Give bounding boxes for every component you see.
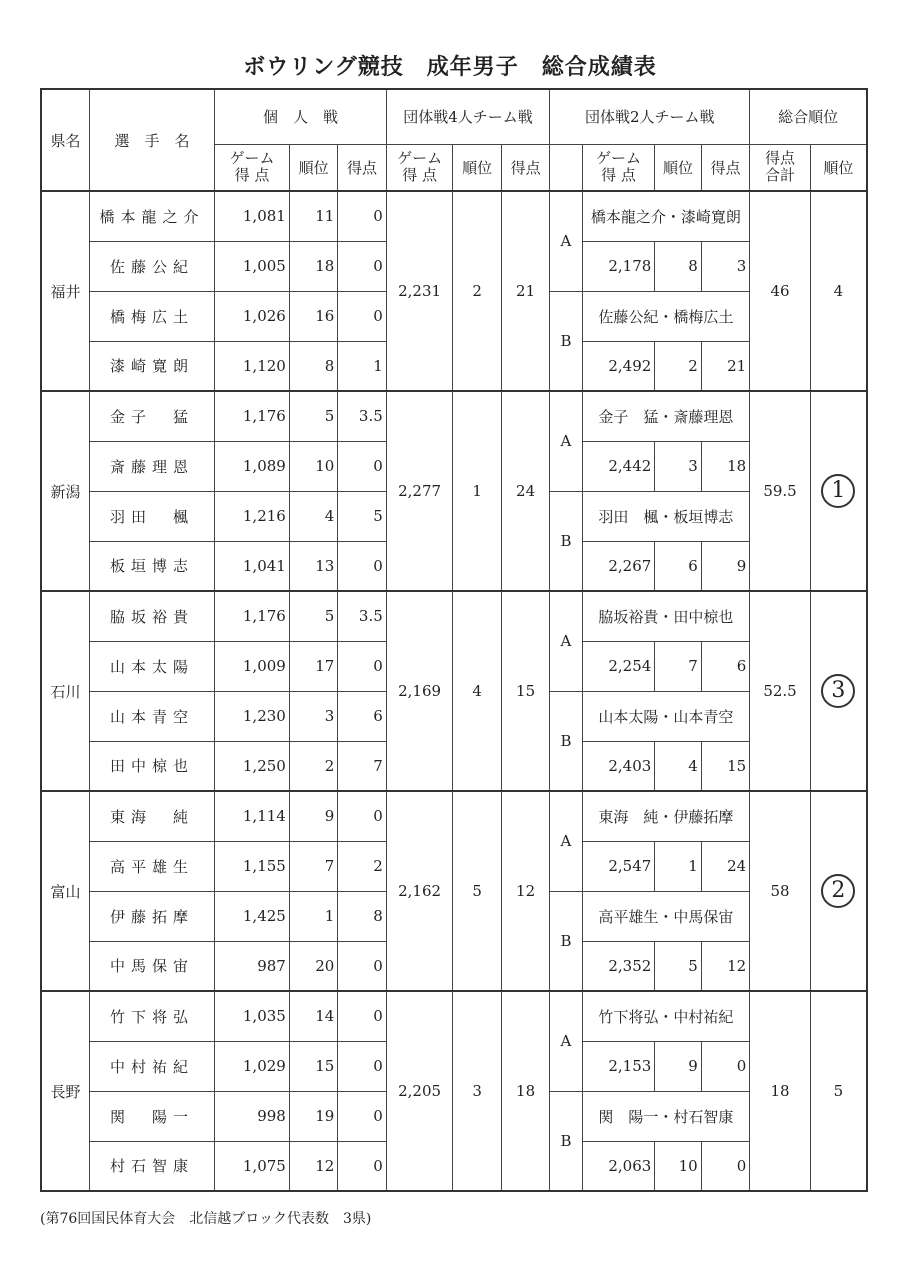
team2-pair-names: 金子 猛・斎藤理恩 (582, 391, 750, 441)
team2-label: A (550, 991, 582, 1091)
header-t2-label (550, 144, 582, 191)
total-points: 18 (750, 991, 811, 1191)
table-row (41, 191, 867, 216)
individual-game-score: 1,089 (215, 441, 290, 491)
team4-points: 12 (501, 791, 549, 991)
individual-rank: 10 (289, 441, 337, 491)
team2-game-score: 2,352 (582, 941, 655, 991)
team2-points: 15 (701, 741, 750, 791)
team2-points: 6 (701, 641, 750, 691)
team2-label: A (550, 791, 582, 891)
team4-rank: 3 (453, 991, 501, 1191)
header-ind-points: 得点 (338, 144, 386, 191)
individual-game-score: 1,081 (215, 191, 290, 241)
individual-points: 1 (338, 341, 386, 391)
team2-pair-names: 羽田 楓・板垣博志 (582, 491, 750, 541)
team2-game-score: 2,492 (582, 341, 655, 391)
player-name: 高平雄生 (89, 841, 214, 891)
individual-game-score: 1,176 (215, 591, 290, 641)
team2-rank: 9 (655, 1041, 701, 1091)
individual-game-score: 1,425 (215, 891, 290, 941)
team2-game-score: 2,403 (582, 741, 655, 791)
prefecture-name: 富山 (41, 791, 89, 991)
individual-game-score: 1,216 (215, 491, 290, 541)
individual-points: 0 (338, 291, 386, 341)
individual-points: 3.5 (338, 391, 386, 441)
player-name: 中村祐紀 (89, 1041, 214, 1091)
individual-rank: 14 (289, 991, 337, 1041)
individual-game-score: 1,250 (215, 741, 290, 791)
individual-game-score: 1,120 (215, 341, 290, 391)
team4-game-score: 2,169 (386, 591, 453, 791)
team2-rank: 10 (655, 1141, 701, 1191)
header-overall: 総合順位 (750, 89, 867, 144)
team2-points: 9 (701, 541, 750, 591)
player-name: 佐藤公紀 (89, 241, 214, 291)
team2-pair-names: 山本太陽・山本青空 (582, 691, 750, 741)
individual-points: 0 (338, 1091, 386, 1141)
player-name: 山本青空 (89, 691, 214, 741)
individual-rank: 5 (289, 591, 337, 641)
individual-rank: 1 (289, 891, 337, 941)
team2-label: B (550, 491, 582, 591)
team2-pair-names: 脇坂裕貴・田中椋也 (582, 591, 750, 641)
team2-label: A (550, 591, 582, 691)
individual-game-score: 1,075 (215, 1141, 290, 1191)
prefecture-group (41, 991, 867, 1191)
header-t2-game-score: ゲーム 得 点 (582, 144, 655, 191)
individual-points: 0 (338, 1141, 386, 1191)
team2-points: 18 (701, 441, 750, 491)
header-player: 選 手 名 (89, 89, 214, 191)
team2-label: B (550, 891, 582, 991)
header-ind-rank: 順位 (289, 144, 337, 191)
player-name: 伊藤拓摩 (89, 891, 214, 941)
individual-game-score: 1,230 (215, 691, 290, 741)
team2-game-score: 2,153 (582, 1041, 655, 1091)
individual-rank: 8 (289, 341, 337, 391)
table-row (41, 791, 867, 816)
individual-points: 0 (338, 1041, 386, 1091)
player-name: 板垣博志 (89, 541, 214, 591)
individual-rank: 15 (289, 1041, 337, 1091)
team2-game-score: 2,267 (582, 541, 655, 591)
team4-game-score: 2,277 (386, 391, 453, 591)
individual-points: 7 (338, 741, 386, 791)
team2-points: 3 (701, 241, 750, 291)
individual-game-score: 1,114 (215, 791, 290, 841)
overall-rank (810, 591, 867, 791)
header-individual: 個 人 戦 (215, 89, 387, 144)
individual-points: 2 (338, 841, 386, 891)
prefecture-group (41, 391, 867, 591)
team2-points: 24 (701, 841, 750, 891)
total-points: 59.5 (750, 391, 811, 591)
team2-rank: 2 (655, 341, 701, 391)
team2-game-score: 2,442 (582, 441, 655, 491)
overall-rank (810, 191, 867, 391)
individual-rank: 4 (289, 491, 337, 541)
team4-rank: 1 (453, 391, 501, 591)
prefecture-name: 新潟 (41, 391, 89, 591)
overall-rank (810, 991, 867, 1191)
individual-game-score: 1,029 (215, 1041, 290, 1091)
team2-rank: 3 (655, 441, 701, 491)
overall-rank (810, 391, 867, 591)
team2-pair-names: 関 陽一・村石智康 (582, 1091, 750, 1141)
total-points: 52.5 (750, 591, 811, 791)
player-name: 脇坂裕貴 (89, 591, 214, 641)
page-title: ボウリング競技 成年男子 総合成績表 (243, 55, 657, 80)
footer-note: (第76回国民体育大会 北信越ブロック代表数 3県) (40, 1211, 372, 1227)
team2-points: 12 (701, 941, 750, 991)
player-name: 村石智康 (89, 1141, 214, 1191)
header-t4-game-score: ゲーム 得 点 (386, 144, 453, 191)
prefecture-group (41, 191, 867, 391)
player-name: 漆崎寛朗 (89, 341, 214, 391)
team2-points: 21 (701, 341, 750, 391)
individual-points: 0 (338, 791, 386, 841)
circled-rank: 1 (821, 474, 855, 508)
individual-rank: 16 (289, 291, 337, 341)
team4-game-score: 2,231 (386, 191, 453, 391)
individual-rank: 2 (289, 741, 337, 791)
individual-rank: 19 (289, 1091, 337, 1141)
prefecture-name: 石川 (41, 591, 89, 791)
individual-rank: 5 (289, 391, 337, 441)
individual-game-score: 1,155 (215, 841, 290, 891)
header-total: 得点 合計 (750, 144, 811, 191)
individual-game-score: 998 (215, 1091, 290, 1141)
header-overall-rank: 順位 (810, 144, 867, 191)
team4-game-score: 2,205 (386, 991, 453, 1191)
team2-label: A (550, 391, 582, 491)
individual-game-score: 1,035 (215, 991, 290, 1041)
individual-game-score: 1,041 (215, 541, 290, 591)
team2-pair-names: 高平雄生・中馬保宙 (582, 891, 750, 941)
header-t4-points: 得点 (501, 144, 549, 191)
team4-points: 21 (501, 191, 549, 391)
individual-points: 8 (338, 891, 386, 941)
individual-game-score: 987 (215, 941, 290, 991)
total-points: 46 (750, 191, 811, 391)
individual-rank: 18 (289, 241, 337, 291)
player-name: 羽田 楓 (89, 491, 214, 541)
player-name: 斎藤理恩 (89, 441, 214, 491)
team2-rank: 7 (655, 641, 701, 691)
header-t2-rank: 順位 (655, 144, 701, 191)
team4-rank: 4 (453, 591, 501, 791)
individual-game-score: 1,176 (215, 391, 290, 441)
team4-rank: 2 (453, 191, 501, 391)
team2-game-score: 2,547 (582, 841, 655, 891)
team2-rank: 6 (655, 541, 701, 591)
individual-game-score: 1,009 (215, 641, 290, 691)
individual-game-score: 1,005 (215, 241, 290, 291)
header-team2: 団体戦2人チーム戦 (550, 89, 750, 144)
individual-rank: 3 (289, 691, 337, 741)
individual-rank: 20 (289, 941, 337, 991)
team2-rank: 4 (655, 741, 701, 791)
individual-points: 5 (338, 491, 386, 541)
team2-rank: 5 (655, 941, 701, 991)
team2-label: A (550, 191, 582, 291)
prefecture-name: 福井 (41, 191, 89, 391)
team2-label: B (550, 691, 582, 791)
team2-pair-names: 橋本龍之介・漆崎寛朗 (582, 191, 750, 241)
player-name: 金子 猛 (89, 391, 214, 441)
individual-rank: 17 (289, 641, 337, 691)
individual-rank: 11 (289, 191, 337, 241)
circled-rank: 3 (821, 674, 855, 708)
table-row (41, 391, 867, 416)
individual-rank: 13 (289, 541, 337, 591)
results-table (40, 88, 868, 1192)
individual-points: 0 (338, 541, 386, 591)
team2-points: 0 (701, 1141, 750, 1191)
team4-points: 24 (501, 391, 549, 591)
prefecture-group (41, 591, 867, 791)
total-points: 58 (750, 791, 811, 991)
circled-rank: 2 (821, 874, 855, 908)
header-ind-game-score: ゲーム 得 点 (215, 144, 290, 191)
player-name: 中馬保宙 (89, 941, 214, 991)
team4-game-score: 2,162 (386, 791, 453, 991)
team2-pair-names: 東海 純・伊藤拓摩 (582, 791, 750, 841)
player-name: 橋本龍之介 (89, 191, 214, 241)
team2-pair-names: 竹下将弘・中村祐紀 (582, 991, 750, 1041)
header-team4: 団体戦4人チーム戦 (386, 89, 550, 144)
team2-pair-names: 佐藤公紀・橋梅広土 (582, 291, 750, 341)
team2-points: 0 (701, 1041, 750, 1091)
player-name: 関 陽一 (89, 1091, 214, 1141)
team2-label: B (550, 291, 582, 391)
team4-rank: 5 (453, 791, 501, 991)
overall-rank (810, 791, 867, 991)
individual-points: 3.5 (338, 591, 386, 641)
header-pref: 県名 (41, 89, 89, 191)
individual-points: 0 (338, 441, 386, 491)
individual-game-score: 1,026 (215, 291, 290, 341)
team2-rank: 1 (655, 841, 701, 891)
header-t4-rank: 順位 (453, 144, 501, 191)
individual-points: 6 (338, 691, 386, 741)
player-name: 東海 純 (89, 791, 214, 841)
individual-points: 0 (338, 241, 386, 291)
table-row (41, 591, 867, 616)
player-name: 田中椋也 (89, 741, 214, 791)
individual-points: 0 (338, 941, 386, 991)
team2-game-score: 2,254 (582, 641, 655, 691)
team2-rank: 8 (655, 241, 701, 291)
individual-points: 0 (338, 641, 386, 691)
team4-points: 15 (501, 591, 549, 791)
prefecture-name: 長野 (41, 991, 89, 1191)
player-name: 橋梅広土 (89, 291, 214, 341)
individual-rank: 7 (289, 841, 337, 891)
rank-value: 4 (833, 282, 844, 300)
player-name: 山本太陽 (89, 641, 214, 691)
rank-value: 5 (833, 1082, 844, 1100)
team2-game-score: 2,063 (582, 1141, 655, 1191)
individual-points: 0 (338, 191, 386, 241)
individual-rank: 12 (289, 1141, 337, 1191)
table-row (41, 991, 867, 1016)
individual-rank: 9 (289, 791, 337, 841)
player-name: 竹下将弘 (89, 991, 214, 1041)
header-t2-points: 得点 (701, 144, 750, 191)
team2-label: B (550, 1091, 582, 1191)
team4-points: 18 (501, 991, 549, 1191)
prefecture-group (41, 791, 867, 991)
individual-points: 0 (338, 991, 386, 1041)
team2-game-score: 2,178 (582, 241, 655, 291)
